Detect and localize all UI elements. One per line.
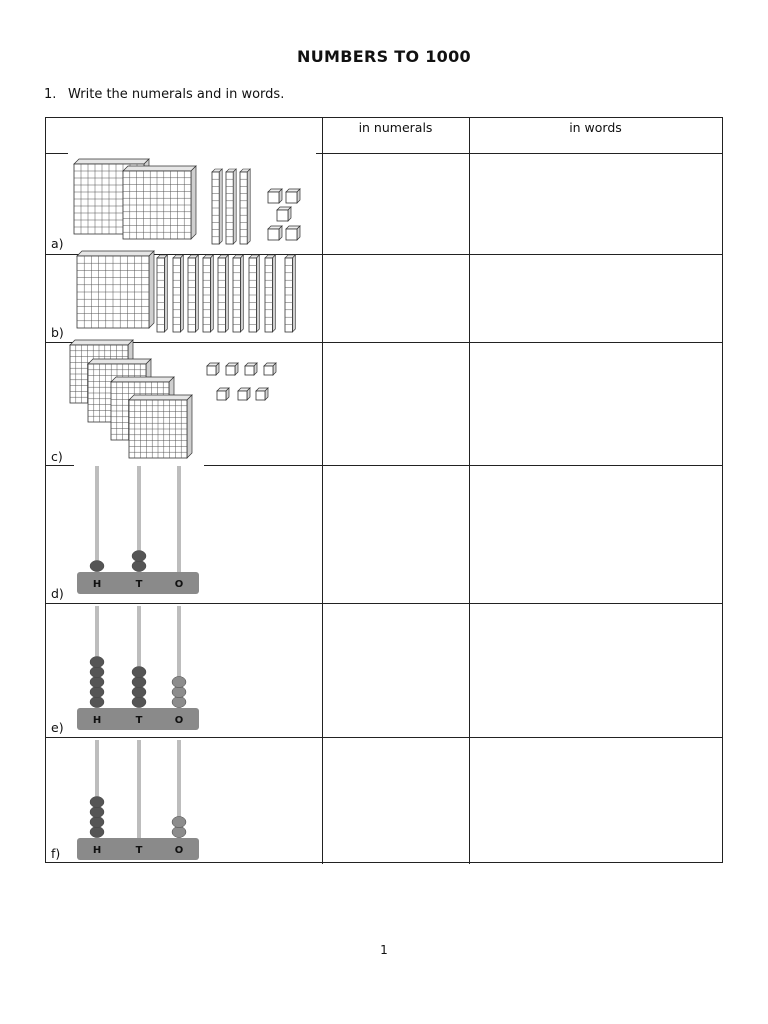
abacus-bead	[132, 667, 146, 678]
row-label-d: d)	[51, 586, 64, 601]
page-title: NUMBERS TO 1000	[297, 47, 471, 66]
ten-rod-b1	[157, 255, 167, 332]
ten-rod-a2	[226, 169, 236, 244]
abacus-d	[77, 466, 199, 594]
abacus-bead	[90, 697, 104, 708]
abacus-place-label: T	[135, 579, 143, 590]
header-in-words: in words	[569, 120, 622, 135]
abacus-bead	[90, 807, 104, 818]
abacus-place-label: O	[174, 845, 184, 856]
abacus-bead	[132, 687, 146, 698]
hundred-flat-b1	[77, 251, 154, 328]
unit-cube-a1	[268, 189, 282, 203]
abacus-bead	[90, 797, 104, 808]
unit-cube-c3	[245, 363, 257, 375]
row-label-e: e)	[51, 720, 64, 735]
unit-cube-c7	[256, 388, 268, 400]
abacus-bead	[132, 677, 146, 688]
abacus-bead	[172, 817, 186, 828]
ten-rod-b4	[203, 255, 213, 332]
abacus-rod	[177, 466, 181, 572]
unit-cube-a2	[286, 189, 300, 203]
abacus-place-label: H	[92, 579, 102, 590]
abacus-bead	[132, 561, 146, 572]
instruction-number: 1.	[44, 87, 57, 102]
unit-cube-a5	[286, 226, 300, 240]
ten-rod-b7	[249, 255, 259, 332]
abacus-bead	[172, 697, 186, 708]
row-label-c: c)	[51, 449, 63, 464]
abacus-place-label: O	[174, 715, 184, 726]
ten-rod-a3	[240, 169, 250, 244]
unit-cube-c4	[264, 363, 276, 375]
ten-rod-b3	[188, 255, 198, 332]
unit-cube-c5	[217, 388, 229, 400]
abacus-rod	[137, 740, 141, 838]
unit-cube-a3	[277, 207, 291, 221]
abacus-bead	[172, 677, 186, 688]
abacus-place-label: O	[174, 579, 184, 590]
ten-rod-b8	[265, 255, 275, 332]
unit-cube-c2	[226, 363, 238, 375]
ten-rod-b9	[285, 255, 295, 332]
abacus-bead	[90, 561, 104, 572]
abacus-bead	[90, 657, 104, 668]
row-label-a: a)	[51, 236, 64, 251]
ten-rod-b5	[218, 255, 228, 332]
abacus-bead	[90, 827, 104, 838]
unit-cube-c6	[238, 388, 250, 400]
abacus-f	[77, 740, 199, 860]
row-label-b: b)	[51, 325, 64, 340]
abacus-bead	[90, 677, 104, 688]
header-in-numerals: in numerals	[358, 120, 433, 135]
abacus-e	[77, 606, 199, 730]
ten-rod-b2	[173, 255, 183, 332]
abacus-bead	[90, 817, 104, 828]
hundred-flat-c4	[129, 395, 192, 458]
ten-rod-b6	[233, 255, 243, 332]
ten-rod-a1	[212, 169, 222, 244]
abacus-bead	[90, 687, 104, 698]
abacus-bead	[172, 827, 186, 838]
abacus-bead	[90, 667, 104, 678]
abacus-place-label: H	[92, 845, 102, 856]
abacus-bead	[172, 687, 186, 698]
page-number: 1	[380, 943, 388, 957]
unit-cube-a4	[268, 226, 282, 240]
abacus-bead	[132, 551, 146, 562]
abacus-place-label: T	[135, 715, 143, 726]
abacus-place-label: T	[135, 845, 143, 856]
abacus-place-label: H	[92, 715, 102, 726]
instruction-text: Write the numerals and in words.	[68, 87, 285, 102]
unit-cube-c1	[207, 363, 219, 375]
row-label-f: f)	[51, 846, 61, 861]
abacus-rod	[95, 466, 99, 572]
hundred-flat-a2	[123, 166, 196, 239]
abacus-bead	[132, 697, 146, 708]
